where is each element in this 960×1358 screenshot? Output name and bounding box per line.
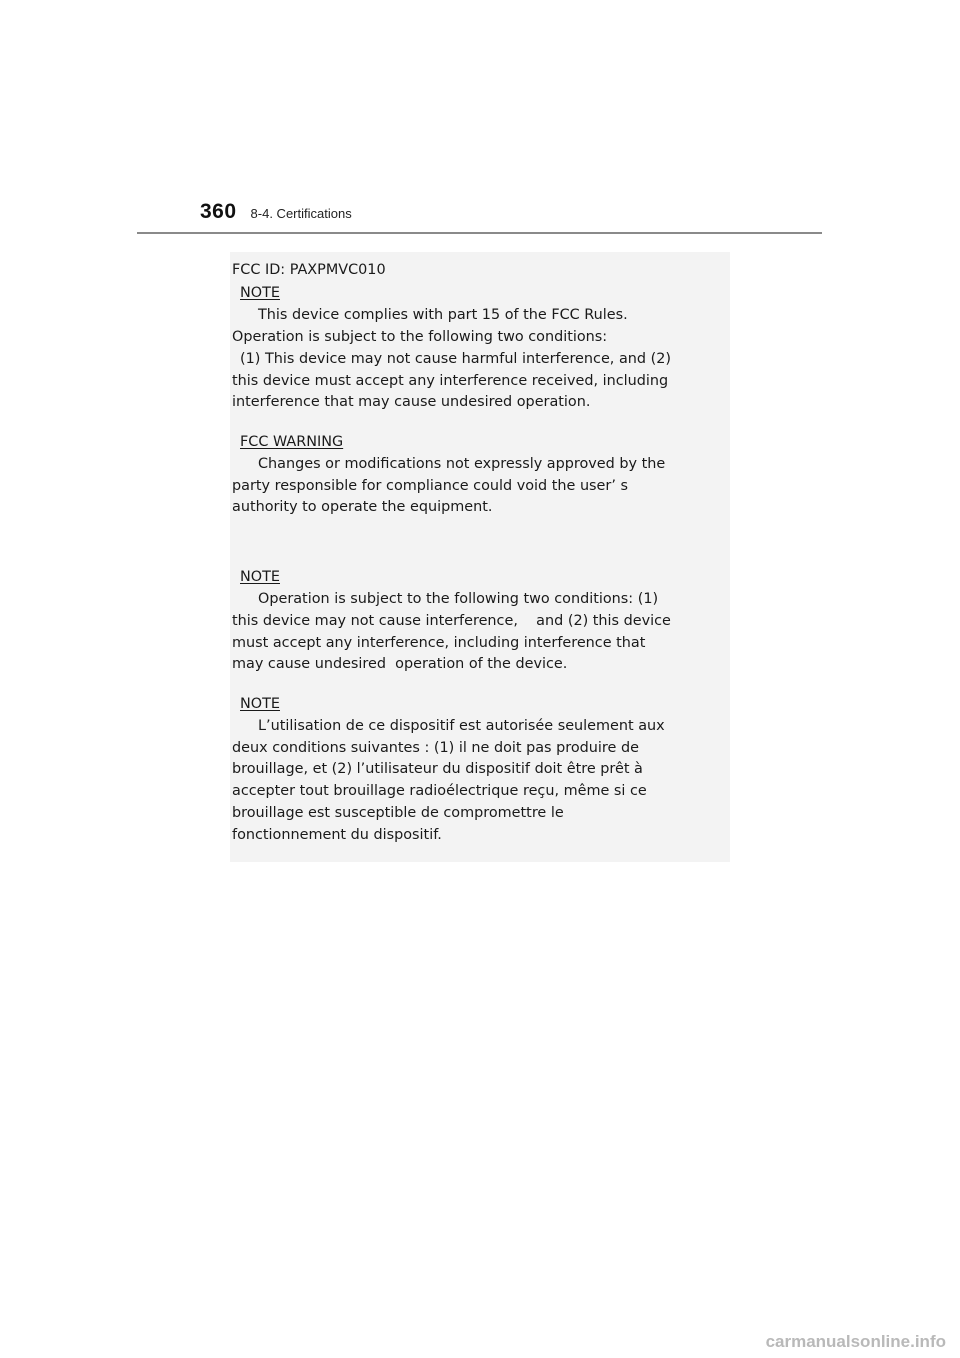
note1-heading: NOTE <box>240 285 280 301</box>
note1-line: This device complies with part 15 of the FCC Rules. <box>258 307 628 323</box>
page-header <box>200 200 352 232</box>
note2-heading: NOTE <box>240 569 280 585</box>
note3-line: brouillage est susceptible de compromettre le <box>232 805 564 821</box>
fcc-id: FCC ID: PAXPMVC010 <box>232 262 386 278</box>
note3-line: L’utilisation de ce dispositif est autorisée seulement aux <box>258 718 665 734</box>
watermark: carmanualsonline.info <box>765 1332 946 1351</box>
fcc-warning-heading: FCC WARNING <box>240 434 344 450</box>
note3-line: deux conditions suivantes : (1) il ne doit pas produire de <box>232 740 639 756</box>
note3-heading: NOTE <box>240 696 280 712</box>
note3-line: accepter tout brouillage radioélectrique reçu, même si ce <box>232 783 647 799</box>
note2-line: must accept any interference, including interference that <box>232 635 646 651</box>
fcc-warning-line: Changes or modifications not expressly approved by the <box>258 456 666 472</box>
section-title: 8-4. Certifications <box>250 206 352 221</box>
note2-line: may cause undesired operation of the device. <box>232 656 568 672</box>
note3-line: brouillage, et (2) l’utilisateur du dispositif doit être prêt à <box>232 761 643 777</box>
header-divider <box>137 232 822 234</box>
note3-line: fonctionnement du dispositif. <box>232 827 442 843</box>
note2-line: this device may not cause interference, and (2) this device <box>232 613 671 629</box>
note1-line: Operation is subject to the following two conditions: <box>232 329 608 345</box>
note1-line: (1) This device may not cause harmful interference, and (2) <box>240 351 671 367</box>
note1-line: interference that may cause undesired operation. <box>232 394 591 410</box>
fcc-warning-line: party responsible for compliance could void the user’ s <box>232 478 628 494</box>
page-number: 360 <box>200 200 237 223</box>
fcc-warning-line: authority to operate the equipment. <box>232 499 493 515</box>
note2-line: Operation is subject to the following two conditions: (1) <box>258 591 659 607</box>
note1-line: this device must accept any interference received, including <box>232 373 669 389</box>
